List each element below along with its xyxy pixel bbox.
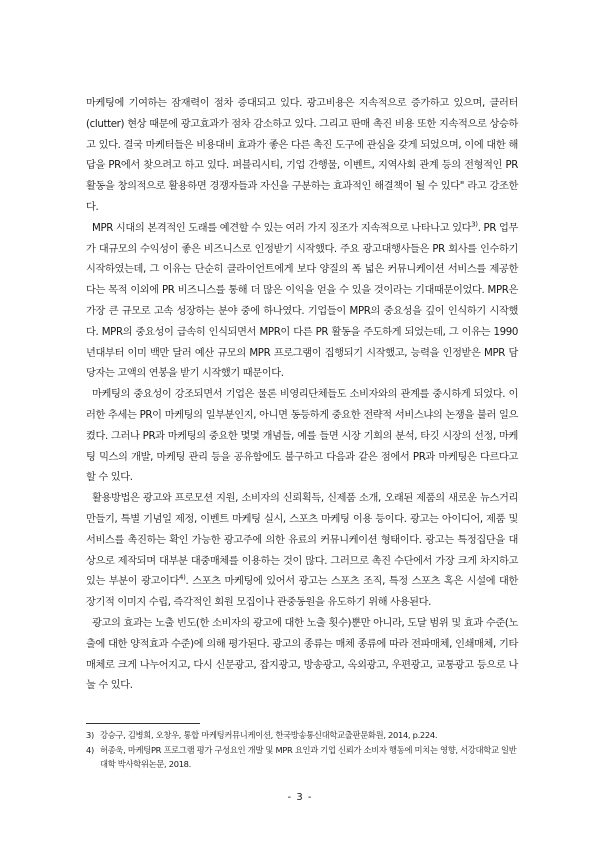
paragraph-4-text-a: 활용방법은 광고와 프로모션 지원, 소비자의 신뢰획득, 신제품 소개, 오래된 제품의 새로운 뉴스거리 만들기, 특별 기념일 제정, 이벤트 마케팅 실시, 스포츠 마케팅 이용 등이다. 광고는 아이디어, 제품 및 서비스를 촉진하는 확인 가능한 광고주에 의한 유료의 커뮤니케이션 형태이다. 광고는 특정집단을 대상으로 제작되며 대부분 대중매체를 이용하는 것이 많다. 그러므로 촉진 수단에서 가장 크게 차지하고 있는 부분이 광고이다	[86, 493, 518, 588]
paragraph-2-text-b: . PR 업무가 대규모의 수익성이 좋은 비즈니스로 인정받기 시작했다. 주요 광고대행사들은 PR 회사를 인수하기 시작하였는데, 그 이유는 단순히 클라이언트에게 보다 양질의 폭 넓은 커뮤니케이션 서비스를 제공한다는 목적 이외에 PR 비즈니스를 통해 더 많은 이익을 얻을 수 있을 것이라는 기대때문이었다. MPR은 가장 큰 규모로 고속 성장하는 분야 중에 하나였다. 기업들이 MPR의 중요성을 깊이 인식하기 시작했다. MPR의 중요성이 급속히 인식되면서 MPR이 다른 PR 활동을 주도하게 되었는데, 그 이유는 1990년대부터 이미 백만 달러 예산 규모의 MPR 프로그램이 집행되기 시작했고, 능력을 인정받은 MPR 담당자는 고액의 연봉을 받기 시작했기 때문이다.	[86, 222, 518, 380]
footnote-divider	[86, 723, 200, 724]
footnote-ref-4: 4)	[179, 573, 186, 582]
paragraph-1: 마케팅에 기여하는 잠재력이 점차 증대되고 있다. 광고비용은 지속적으로 증가하고 있으며, 클러터(clutter) 현상 때문에 광고효과가 점차 감소하고 있다. 그리고 판매 촉진 비용 또한 지속적으로 상승하고 있다. 결국 마케터들은 비용대비 효과가 좋은 다른 촉진 도구에 관심을 갖게 되었으며, 이에 대한 해답을 PR에서 찾으려고 하고 있다. 퍼블리시티, 기업 간행물, 이벤트, 지역사회 관계 등의 전형적인 PR 활동을 창의적으로 활용하면 경쟁자들과 자신을 구분하는 효과적인 해결책이 될 수 있다" 라고 강조한다.	[86, 98, 518, 213]
footnote-number: 4)	[86, 744, 94, 755]
footnote-4	[86, 743, 518, 772]
footnotes	[86, 728, 518, 772]
footnote-text: 강승구, 김병희, 오창우, 통합 마케팅커뮤니케이션, 한국방송통신대학교출판문화원, 2014, p.224.	[100, 730, 438, 740]
footnote-text: 허종욱, 마케팅PR 프로그램 평가 구성요인 개발 및 MPR 요인과 기업 신뢰가 소비자 행동에 미치는 영향, 서강대학교 일반대학 박사학위논문, 2018.	[100, 744, 517, 769]
footnote-3	[86, 728, 518, 743]
paragraph-4	[86, 489, 518, 614]
body-text	[86, 94, 518, 697]
paragraph-2-text-a: MPR 시대의 본격적인 도래를 예견할 수 있는 여러 가지 징조가 지속적으로 나타나고 있다	[92, 222, 472, 234]
page-number: - 3 -	[287, 792, 313, 803]
paragraph-5: 광고의 효과는 노출 빈도(한 소비자의 광고에 대한 노출 횟수)뿐만 아니라, 도달 범위 및 효과 수준(노출에 대한 양적효과 수준)에 의해 평가된다. 광고의 종류는 매체 종류에 따라 전파매체, 인쇄매체, 기타 매체로 크게 나누어지고, 다시 신문광고, 잡지광고, 방송광고, 옥외광고, 우편광고, 교통광고 등으로 나눌 수 있다.	[86, 617, 518, 692]
footnote-ref-3: 3)	[471, 220, 478, 229]
paragraph-3: 마케팅의 중요성이 강조되면서 기업은 물론 비영리단체들도 소비자와의 관계를 중시하게 되었다. 이러한 추세는 PR이 마케팅의 일부분인지, 아니면 동등하게 중요한 전략적 서비스냐의 논쟁을 불러 일으켰다. 그러나 PR과 마케팅의 중요한 몇몇 개념들, 예를 들면 시장 기회의 분석, 타깃 시장의 선정, 마케팅 믹스의 개발, 마케팅 관리 등을 공유함에도 불구하고 다음과 같은 점에서 PR과 마케팅은 다르다고 할 수 있다.	[86, 389, 518, 484]
footnote-number: 3)	[86, 730, 94, 740]
paragraph-4-text-b: . 스포츠 마케팅에 있어서 광고는 스포츠 조직, 특정 스포츠 혹은 시설에 대한 장기적 이미지 수립, 즉각적인 회원 모집이나 관중동원을 유도하기 위해 사용된다.	[86, 576, 518, 609]
paragraph-2	[86, 219, 518, 385]
